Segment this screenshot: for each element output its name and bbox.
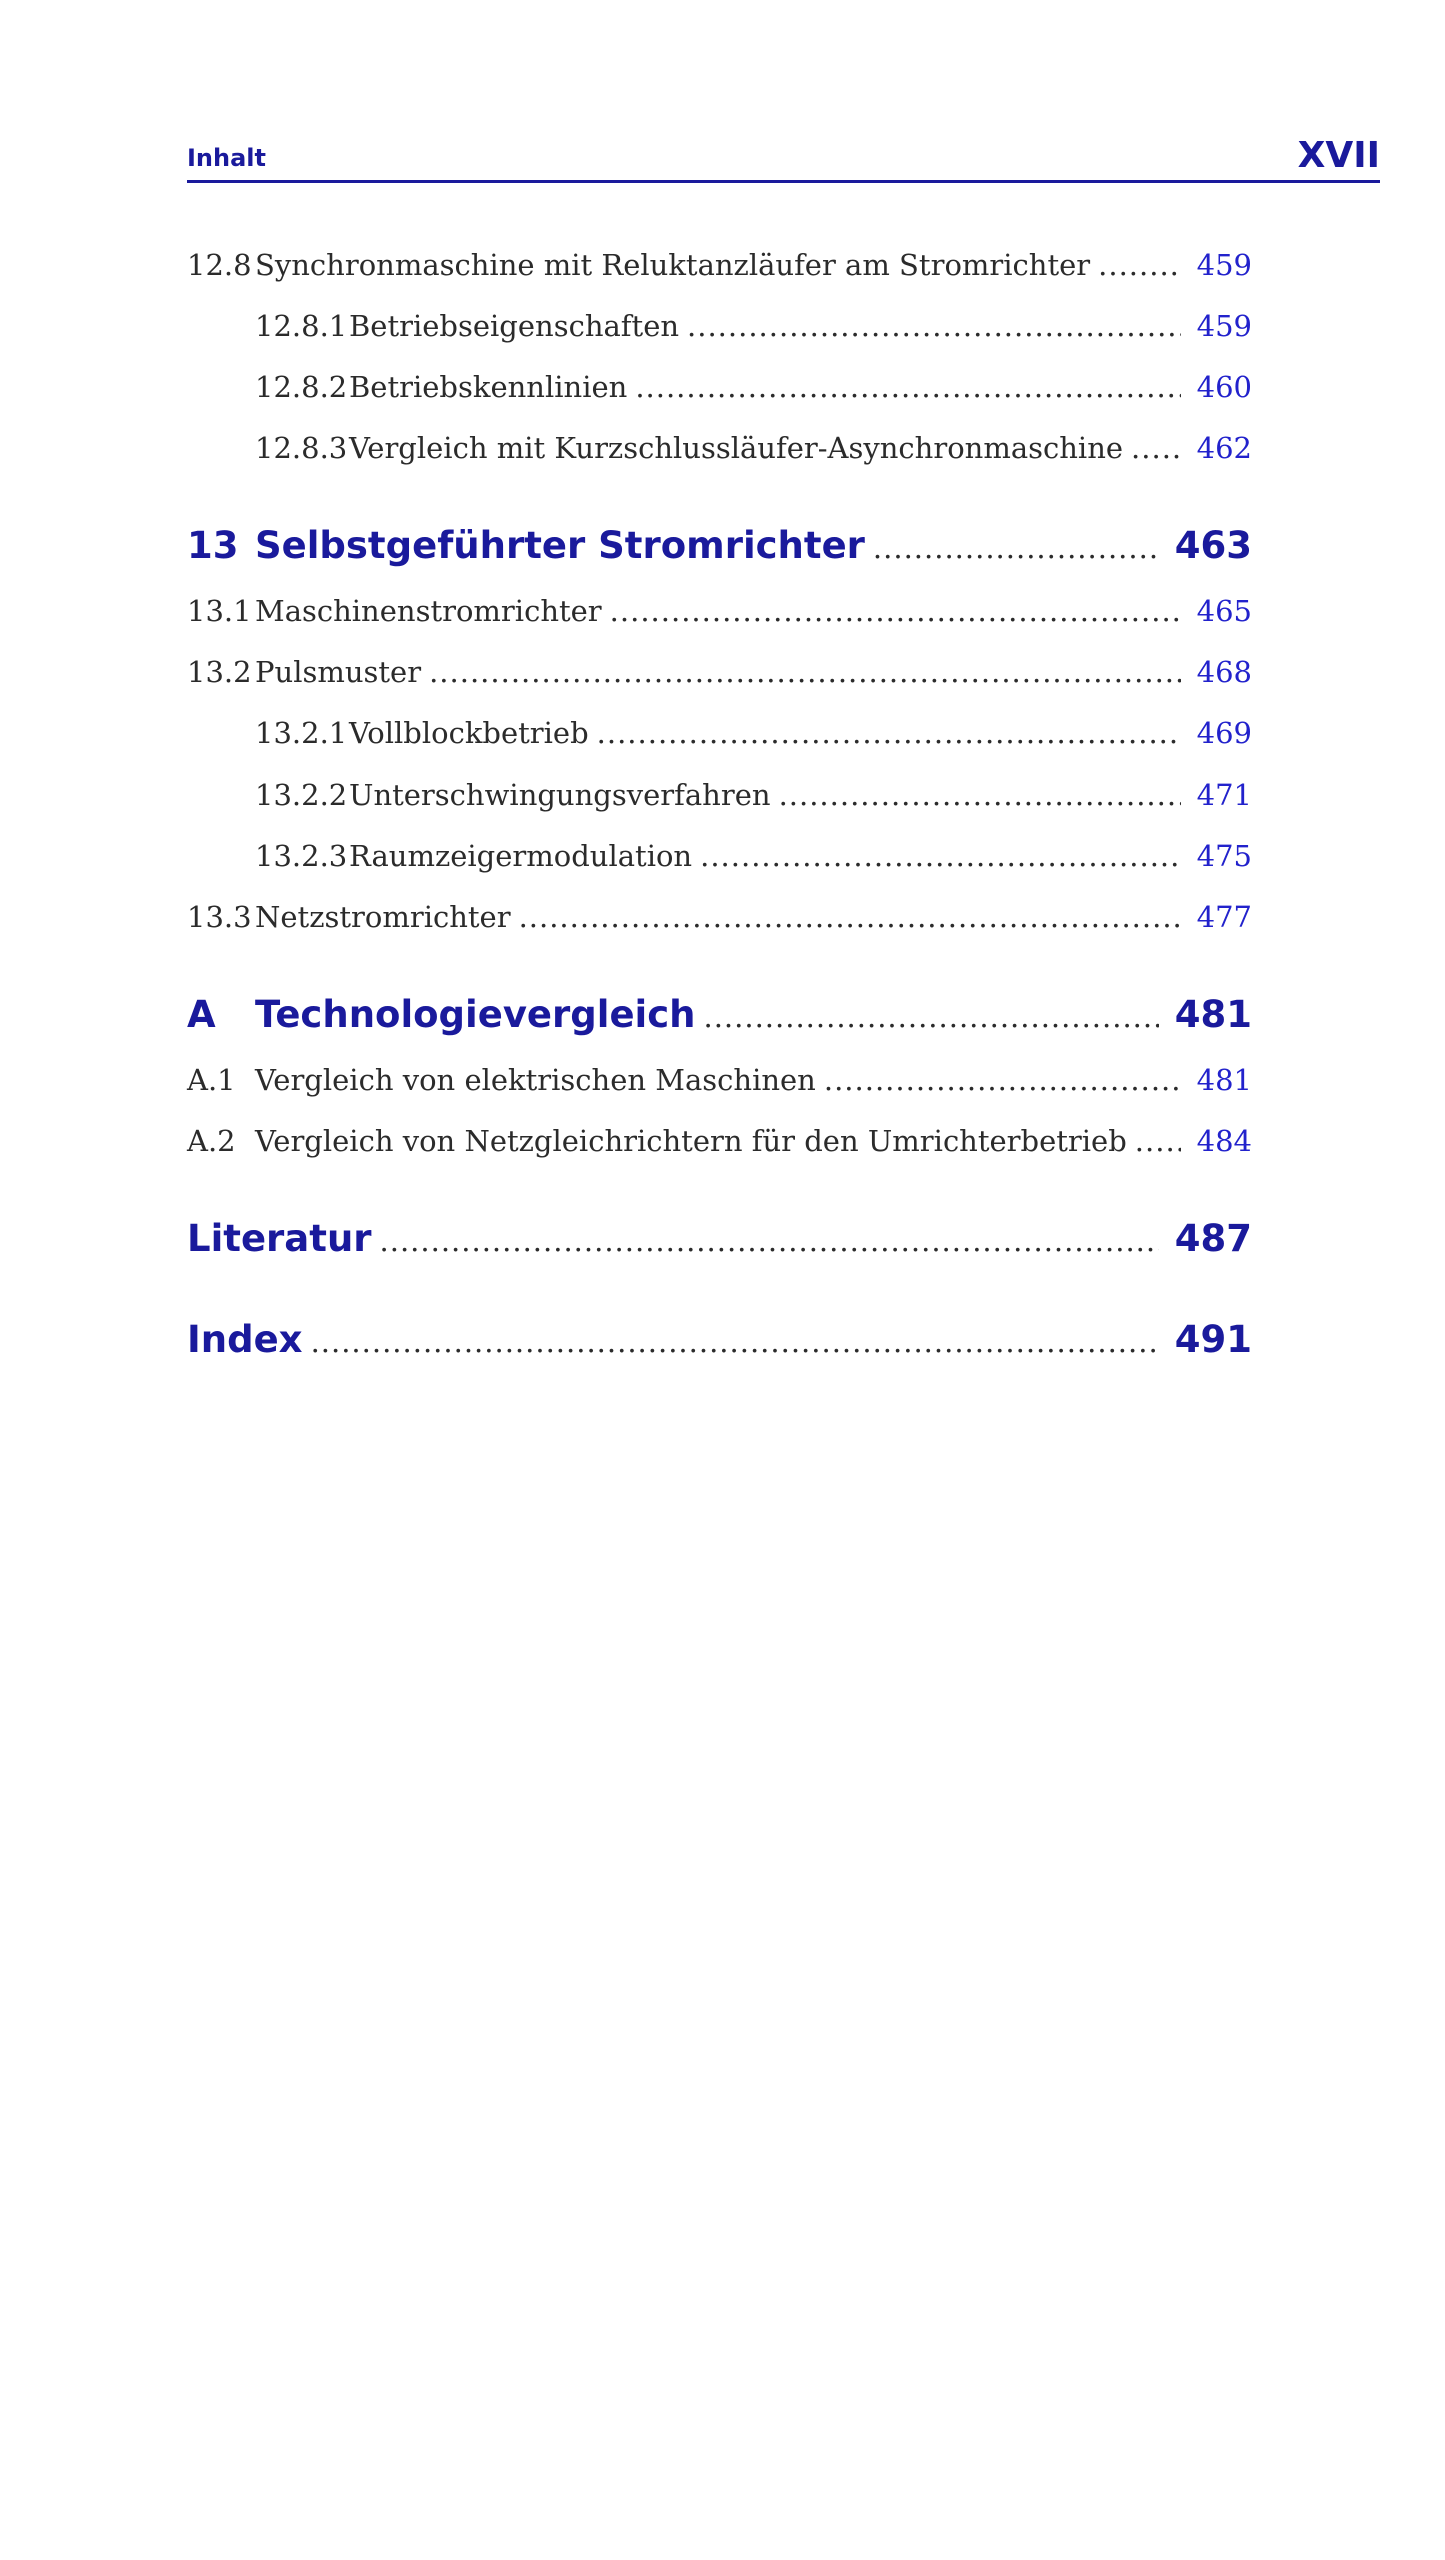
toc-chapter-title: Literatur bbox=[187, 1217, 372, 1260]
toc-entry-number: 13.2.3 bbox=[255, 839, 348, 873]
toc-entry-number: 13.2.1 bbox=[255, 716, 348, 750]
toc-entry-page: 477 bbox=[1196, 900, 1252, 934]
toc-leader-dots bbox=[824, 1063, 1181, 1097]
toc-entry-number: 12.8 bbox=[187, 248, 252, 282]
toc-chapter-page: 487 bbox=[1174, 1217, 1252, 1260]
toc-chapter-literatur[interactable] bbox=[187, 1217, 1252, 1277]
toc-entry-page: 460 bbox=[1196, 370, 1252, 404]
toc-entry-13-2-1[interactable] bbox=[187, 716, 1252, 776]
toc-chapter-number: A bbox=[187, 993, 216, 1036]
toc-leader-dots bbox=[687, 309, 1181, 343]
toc-leader-dots bbox=[779, 778, 1181, 812]
toc-entry-page: 468 bbox=[1196, 655, 1252, 689]
toc-entry-13-2-3[interactable] bbox=[187, 839, 1252, 899]
toc-leader-dots bbox=[873, 531, 1159, 565]
toc-leader-dots bbox=[380, 1224, 1159, 1258]
toc-entry-title: Vollblockbetrieb bbox=[349, 716, 589, 750]
toc-entry-12-8[interactable] bbox=[187, 248, 1252, 308]
toc-entry-number: 12.8.1 bbox=[255, 309, 348, 343]
toc-chapter-number: 13 bbox=[187, 524, 239, 567]
toc-entry-page: 475 bbox=[1196, 839, 1252, 873]
toc-entry-number: A.2 bbox=[187, 1124, 236, 1158]
toc-entry-title: Vergleich von Netzgleichrichtern für den Umrichterbetrieb bbox=[255, 1124, 1127, 1158]
toc-entry-page: 459 bbox=[1196, 309, 1252, 343]
running-header bbox=[187, 128, 1380, 183]
toc-entry-page: 481 bbox=[1196, 1063, 1252, 1097]
toc-chapter-title: Index bbox=[187, 1318, 303, 1361]
toc-entry-page: 469 bbox=[1196, 716, 1252, 750]
toc-entry-page: 465 bbox=[1196, 594, 1252, 628]
toc-entry-title: Unterschwingungsverfahren bbox=[349, 778, 771, 812]
toc-leader-dots bbox=[700, 839, 1181, 873]
toc-leader-dots bbox=[610, 594, 1181, 628]
toc-entry-title: Maschinenstromrichter bbox=[255, 594, 602, 628]
toc-entry-title: Betriebseigenschaften bbox=[349, 309, 680, 343]
toc-entry-number: 13.3 bbox=[187, 900, 252, 934]
toc-chapter-title: Selbstgeführter Stromrichter bbox=[255, 524, 865, 567]
toc-entry-page: 462 bbox=[1196, 431, 1252, 465]
toc-entry-number: 13.2.2 bbox=[255, 778, 348, 812]
toc-entry-number: A.1 bbox=[187, 1063, 236, 1097]
toc-entry-title: Vergleich mit Kurzschlussläufer-Asynchronmaschine bbox=[349, 431, 1124, 465]
toc-entry-page: 459 bbox=[1196, 248, 1252, 282]
toc-entry-title: Raumzeigermodulation bbox=[349, 839, 693, 873]
toc-entry-number: 12.8.2 bbox=[255, 370, 348, 404]
toc-leader-dots bbox=[429, 655, 1181, 689]
toc-chapter-page: 463 bbox=[1174, 524, 1252, 567]
toc-leader-dots bbox=[519, 900, 1181, 934]
toc-entry-13-2-2[interactable] bbox=[187, 778, 1252, 838]
toc-entry-title: Betriebskennlinien bbox=[349, 370, 628, 404]
toc-chapter-title: Technologievergleich bbox=[255, 993, 696, 1036]
toc-leader-dots bbox=[597, 716, 1181, 750]
toc-leader-dots bbox=[704, 1000, 1159, 1034]
toc-entry-number: 12.8.3 bbox=[255, 431, 348, 465]
toc-leader-dots bbox=[635, 370, 1180, 404]
toc-entry-13-1[interactable] bbox=[187, 594, 1252, 654]
toc-leader-dots bbox=[1131, 431, 1181, 465]
toc-entry-13-3[interactable] bbox=[187, 900, 1252, 960]
toc-chapter-index[interactable] bbox=[187, 1318, 1252, 1378]
toc-chapter-a[interactable] bbox=[187, 993, 1252, 1053]
toc-chapter-13[interactable] bbox=[187, 524, 1252, 584]
toc-leader-dots bbox=[311, 1325, 1159, 1359]
toc-chapter-page: 491 bbox=[1174, 1318, 1252, 1361]
toc-entry-12-8-1[interactable] bbox=[187, 309, 1252, 369]
toc-entry-12-8-3[interactable] bbox=[187, 431, 1252, 491]
toc-chapter-page: 481 bbox=[1174, 993, 1252, 1036]
header-page-number: XVII bbox=[1297, 135, 1380, 176]
toc-entry-12-8-2[interactable] bbox=[187, 370, 1252, 430]
toc-entry-title: Pulsmuster bbox=[255, 655, 422, 689]
toc-entry-a-1[interactable] bbox=[187, 1063, 1252, 1123]
toc-entry-title: Netzstromrichter bbox=[255, 900, 511, 934]
toc-entry-number: 13.2 bbox=[187, 655, 252, 689]
toc-entry-page: 471 bbox=[1196, 778, 1252, 812]
toc-entry-a-2[interactable] bbox=[187, 1124, 1252, 1184]
toc-leader-dots bbox=[1098, 248, 1181, 282]
toc-leader-dots bbox=[1135, 1124, 1181, 1158]
toc-entry-title: Synchronmaschine mit Reluktanzläufer am Stromrichter bbox=[255, 248, 1091, 282]
toc-entry-13-2[interactable] bbox=[187, 655, 1252, 715]
toc-entry-page: 484 bbox=[1196, 1124, 1252, 1158]
toc-entry-number: 13.1 bbox=[187, 594, 252, 628]
toc-entry-title: Vergleich von elektrischen Maschinen bbox=[255, 1063, 816, 1097]
header-section-title: Inhalt bbox=[187, 144, 266, 172]
